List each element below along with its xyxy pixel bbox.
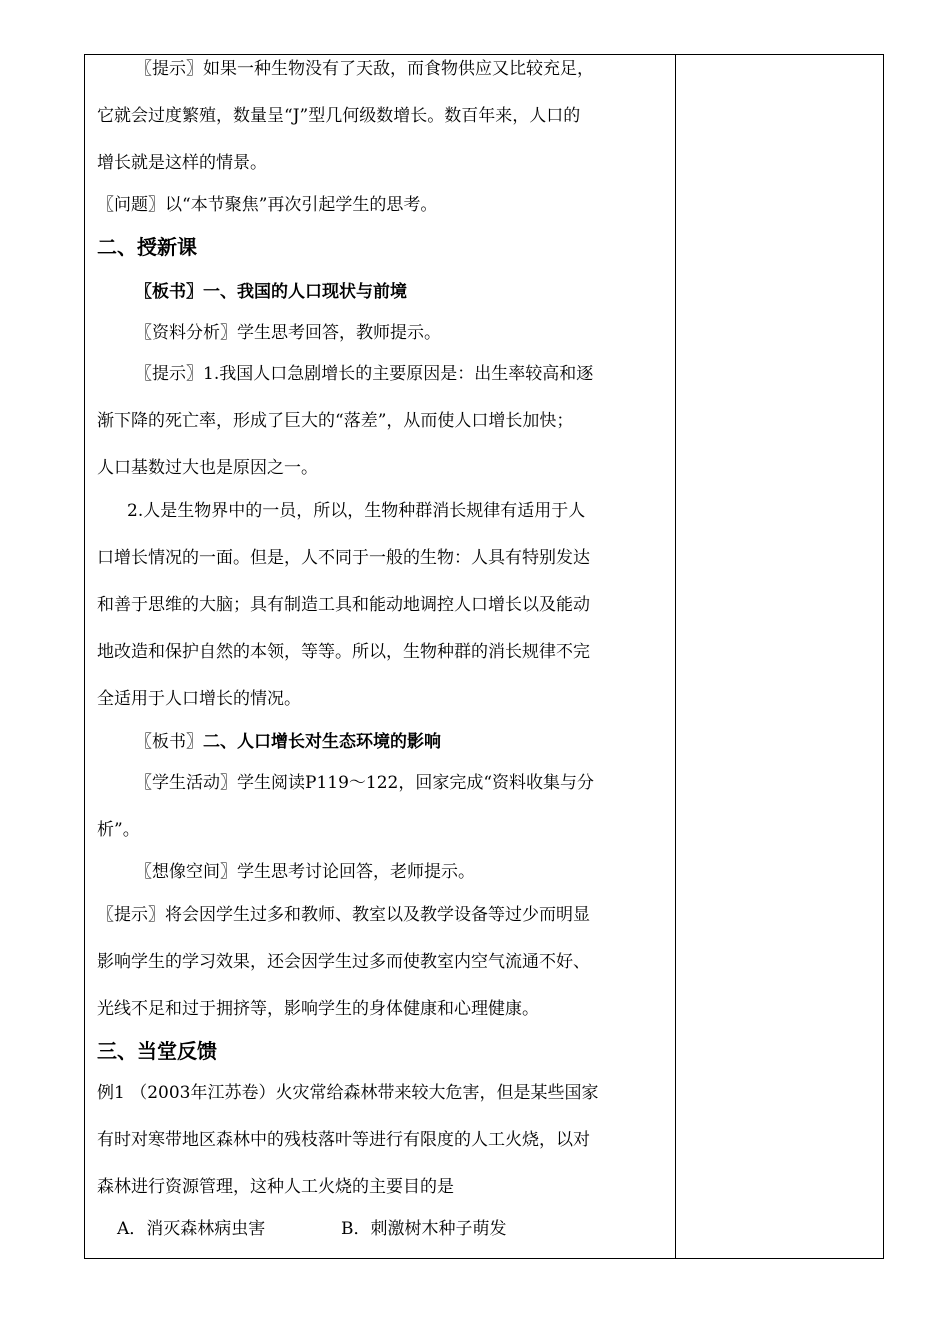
- point2-line4: 地改造和保护自然的本领，等等。所以，生物种群的消长规律不完: [97, 642, 590, 662]
- hint1-line3: 增长就是这样的情景。: [97, 153, 267, 173]
- data-analysis-line: 〖资料分析〗学生思考回答，教师提示。: [135, 323, 441, 343]
- point2-line5: 全适用于人口增长的情况。: [97, 689, 301, 709]
- example1-line1: 例1 （2003年江苏卷）火灾常给森林带来较大危害，但是某些国家: [97, 1083, 599, 1103]
- lesson-table: [84, 54, 884, 1259]
- option-a: A．消灭森林病虫害: [117, 1219, 266, 1239]
- hint3-line3: 光线不足和过于拥挤等，影响学生的身体健康和心理健康。: [97, 999, 539, 1019]
- activity-line2: 析”。: [97, 820, 140, 840]
- question-line: 〖问题〗以“本节聚焦”再次引起学生的思考。: [97, 195, 438, 215]
- example1-line2: 有时对寒带地区森林中的残枝落叶等进行有限度的人工火烧，以对: [97, 1130, 590, 1150]
- board-heading-1: 〖板书〗一、我国的人口现状与前境: [135, 282, 407, 302]
- hint1-line1: 〖提示〗如果一种生物没有了天敌，而食物供应又比较充足，: [135, 59, 594, 79]
- point2-line1: 2.人是生物界中的一员，所以，生物种群消长规律有适用于人: [127, 501, 586, 521]
- option-b: B．刺激树木种子萌发: [341, 1219, 507, 1239]
- board2-prefix: 〖板书〗: [135, 732, 203, 752]
- hint2-line2: 渐下降的死亡率，形成了巨大的“落差”，从而使人口增长加快；: [97, 411, 574, 431]
- hint2-line1: 〖提示〗1.我国人口急剧增长的主要原因是：出生率较高和逐: [135, 364, 594, 384]
- activity-line1: 〖学生活动〗学生阅读P119～122，回家完成“资料收集与分: [135, 773, 595, 793]
- point2-line3: 和善于思维的大脑；具有制造工具和能动地调控人口增长以及能动: [97, 595, 590, 615]
- point2-line2: 口增长情况的一面。但是，人不同于一般的生物：人具有特别发达: [97, 548, 590, 568]
- hint3-line1: 〖提示〗将会因学生过多和教师、教室以及教学设备等过少而明显: [97, 905, 590, 925]
- hint3-line2: 影响学生的学习效果，还会因学生过多而使教室内空气流通不好、: [97, 952, 590, 972]
- column-divider: [675, 55, 676, 1258]
- hint2-line3: 人口基数过大也是原因之一。: [97, 458, 318, 478]
- imagination-line: 〖想像空间〗学生思考讨论回答，老师提示。: [135, 862, 475, 882]
- hint1-line2: 它就会过度繁殖，数量呈“J”型几何级数增长。数百年来，人口的: [97, 106, 581, 126]
- board-heading-2: [135, 732, 667, 752]
- heading-new-lesson: 二、授新课: [97, 235, 197, 259]
- example1-line3: 森林进行资源管理，这种人工火烧的主要目的是: [97, 1177, 454, 1197]
- heading-feedback: 三、当堂反馈: [97, 1039, 217, 1063]
- board2-title: 二、人口增长对生态环境的影响: [203, 732, 441, 752]
